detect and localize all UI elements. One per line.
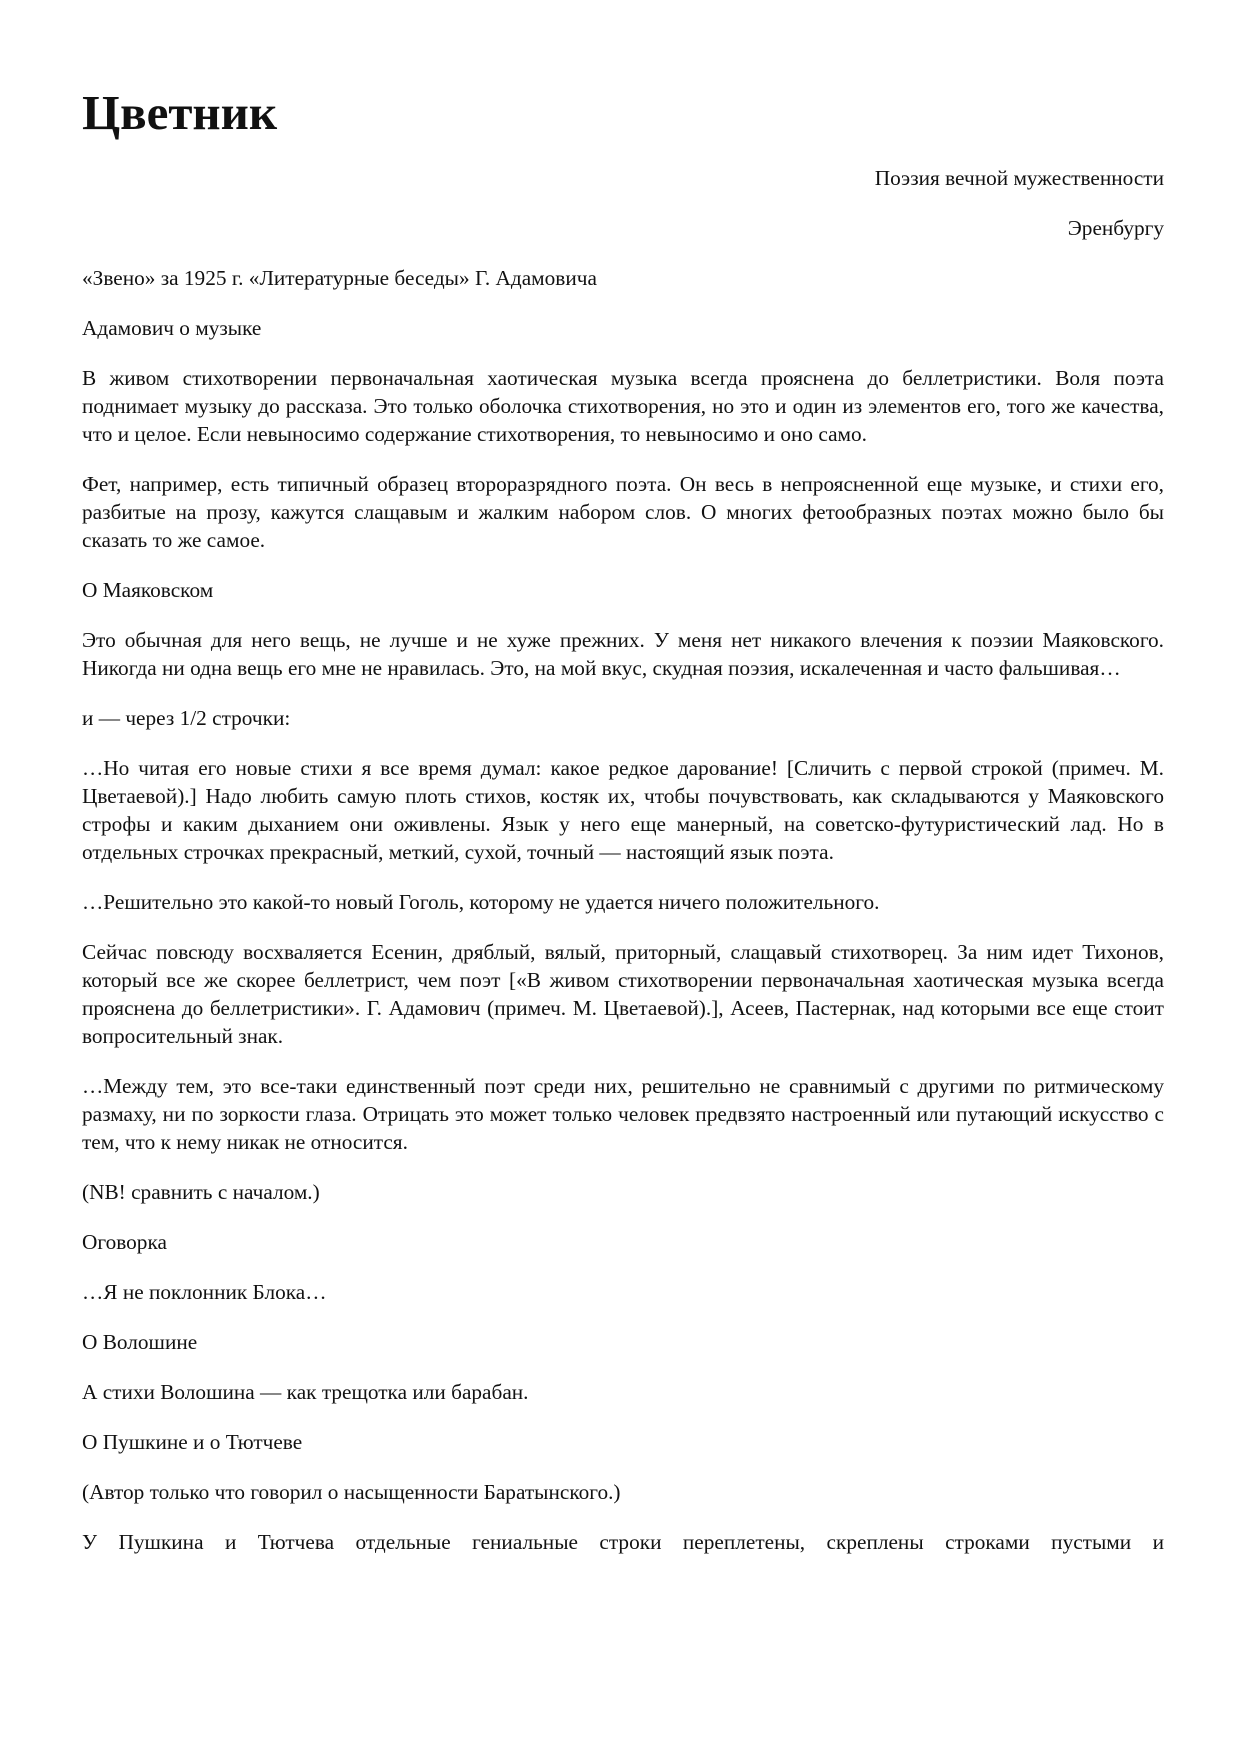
paragraph: Это обычная для него вещь, не лучше и не хуже прежних. У меня нет никакого влечения к поэзии Маяковского. Никогда ни одна вещь его мне не нравилась. Это, на мой вкус, скудная поэзия, искалеченная и часто фальшивая… bbox=[82, 627, 1164, 680]
paragraph: и — через 1/2 строчки: bbox=[82, 705, 291, 730]
section-heading-pushkin-tyutchev: О Пушкине и о Тютчеве bbox=[82, 1429, 303, 1454]
section-heading-caveat: Оговорка bbox=[82, 1229, 167, 1254]
paragraph: (NB! сравнить с началом.) bbox=[82, 1179, 320, 1204]
paragraph: У Пушкина и Тютчева отдельные гениальные строки переплетены, скреплены строками пустыми и bbox=[82, 1529, 1164, 1554]
section-heading-voloshin: О Волошине bbox=[82, 1329, 198, 1354]
paragraph: (Автор только что говорил о насыщенности Баратынского.) bbox=[82, 1479, 621, 1504]
paragraph: …Но читая его новые стихи я все время думал: какое редкое дарование! [Сличить с первой строкой (примеч. М. Цветаевой).] Надо любить самую плоть стихов, костяк их, чтобы почувствовать, как складываются у Маяковского строфы и каким дыханием они оживлены. Язык у него еще манерный, на советско-футуристический лад. Но в отдельных строчках прекрасный, меткий, сухой, точный — настоящий язык поэта. bbox=[82, 755, 1164, 864]
section-heading-mayakovsky: О Маяковском bbox=[82, 577, 214, 602]
source-line: «Звено» за 1925 г. «Литературные беседы» Г. Адамовича bbox=[82, 265, 597, 290]
paragraph: …Я не поклонник Блока… bbox=[82, 1279, 327, 1304]
paragraph: …Решительно это какой-то новый Гоголь, которому не удается ничего положительного. bbox=[82, 889, 880, 914]
paragraph: …Между тем, это все-таки единственный поэт среди них, решительно не сравнимый с другими по ритмическому размаху, ни по зоркости глаза. Отрицать это может только человек предвзято настроенный или путающий искусство с тем, что к нему никак не относится. bbox=[82, 1073, 1164, 1154]
paragraph: А стихи Волошина — как трещотка или барабан. bbox=[82, 1379, 529, 1404]
epigraph: Поэзия вечной мужественности bbox=[874, 165, 1164, 190]
document-page bbox=[82, 86, 1164, 1578]
dedication: Эренбургу bbox=[1067, 215, 1164, 240]
paragraph: Фет, например, есть типичный образец второразрядного поэта. Он весь в непроясненной еще музыке, и стихи его, разбитые на прозу, кажутся слащавым и жалким набором слов. О многих фетообразных поэтах можно было бы сказать то же самое. bbox=[82, 471, 1164, 552]
section-heading-music: Адамович о музыке bbox=[82, 315, 262, 340]
page-title: Цветник bbox=[82, 85, 278, 140]
paragraph: В живом стихотворении первоначальная хаотическая музыка всегда прояснена до беллетристики. Воля поэта поднимает музыку до рассказа. Это только оболочка стихотворения, но это и один из элементов его, того же качества, что и целое. Если невыносимо содержание стихотворения, то невыносимо и оно само. bbox=[82, 365, 1164, 446]
paragraph: Сейчас повсюду восхваляется Есенин, дряблый, вялый, приторный, слащавый стихотворец. За ним идет Тихонов, который все же скорее беллетрист, чем поэт [«В живом стихотворении первоначальная хаотическая музыка всегда прояснена до беллетристики». Г. Адамович (примеч. М. Цветаевой).], Асеев, Пастернак, над которыми все еще стоит вопросительный знак. bbox=[82, 939, 1164, 1048]
